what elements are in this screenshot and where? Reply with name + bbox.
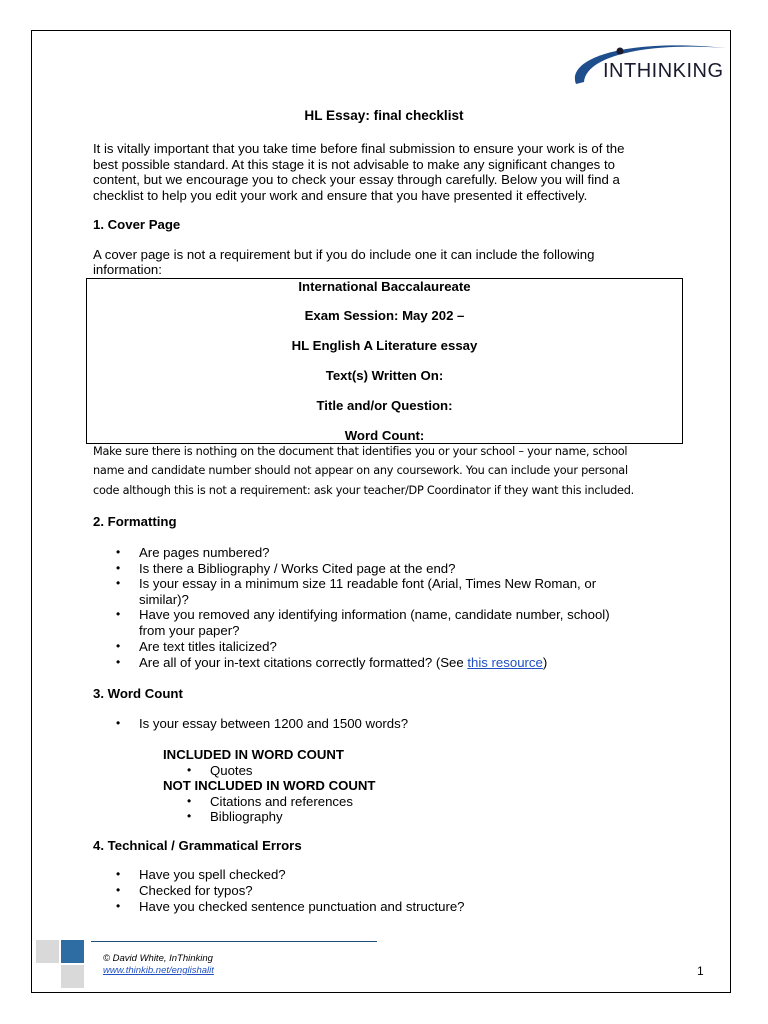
- bullet-icon: •: [116, 607, 121, 621]
- bullet-icon: •: [116, 899, 121, 913]
- box-line: Word Count:: [344, 428, 425, 443]
- bullet-icon: •: [187, 809, 192, 823]
- cover-page-box: [86, 278, 683, 444]
- bullet-icon: •: [116, 639, 121, 653]
- intro-line: content, but we encourage you to check your essay through carefully. Below you will find a: [93, 172, 620, 187]
- section-heading-technical: 4. Technical / Grammatical Errors: [93, 838, 302, 853]
- included-heading: INCLUDED IN WORD COUNT: [163, 747, 344, 762]
- page-number: 1: [697, 964, 704, 978]
- bullet-icon: •: [116, 561, 121, 575]
- cover-note-line: name and candidate number should not appear on any coursework. You can include your personal: [93, 464, 628, 477]
- bullet-icon: •: [116, 576, 121, 590]
- bullet-icon: •: [116, 867, 121, 881]
- box-line: Title and/or Question:: [316, 398, 453, 413]
- footer-square-blue: [61, 940, 84, 963]
- section-heading-cover-page: 1. Cover Page: [93, 217, 181, 232]
- bullet-icon: •: [187, 794, 192, 808]
- logo-text: INTHINKING: [603, 60, 724, 82]
- not-included-heading: NOT INCLUDED IN WORD COUNT: [163, 778, 376, 793]
- cover-note-line: Make sure there is nothing on the document that identifies you or your school – your name, school: [93, 445, 628, 458]
- section1-text: A cover page is not a requirement but if you do include one it can include the following: [93, 247, 595, 262]
- intro-line: It is vitally important that you take time before final submission to ensure your work is of the: [93, 141, 625, 156]
- bullet-icon: •: [116, 716, 121, 730]
- bullet-icon: •: [187, 763, 192, 777]
- this-resource-link[interactable]: this resource: [467, 655, 543, 670]
- inthinking-logo: [566, 38, 726, 90]
- footer-square-gray: [61, 965, 84, 988]
- section-heading-word-count: 3. Word Count: [93, 686, 183, 701]
- bullet-icon: •: [116, 655, 121, 669]
- footer-divider: [91, 941, 377, 942]
- citation-item-text: Are all of your in-text citations correctly formatted? (See: [139, 655, 468, 670]
- footer-copyright: © David White, InThinking: [103, 953, 213, 964]
- citation-item-end: ): [542, 655, 548, 670]
- intro-line: checklist to help you edit your work and ensure that you have presented it effectively.: [93, 188, 588, 203]
- section1-text: information:: [93, 262, 162, 277]
- bullet-icon: •: [116, 545, 121, 559]
- box-line: Text(s) Written On:: [325, 368, 444, 383]
- page-title: HL Essay: final checklist: [304, 108, 464, 123]
- section-heading-formatting: 2. Formatting: [93, 514, 177, 529]
- footer-square-gray: [36, 940, 59, 963]
- footer-url-link[interactable]: www.thinkib.net/englishalit: [103, 965, 214, 976]
- box-line: HL English A Literature essay: [291, 338, 478, 353]
- intro-line: best possible standard. At this stage it is not advisable to make any significant changes to: [93, 157, 615, 172]
- box-line: International Baccalaureate: [298, 279, 471, 294]
- list-item-continuation: from your paper?: [139, 623, 240, 638]
- cover-note-line: code although this is not a requirement: ask your teacher/DP Coordinator if they want this included.: [93, 484, 635, 497]
- box-line: Exam Session: May 202 –: [304, 308, 465, 323]
- list-item-continuation: similar)?: [139, 592, 189, 607]
- bullet-icon: •: [116, 883, 121, 897]
